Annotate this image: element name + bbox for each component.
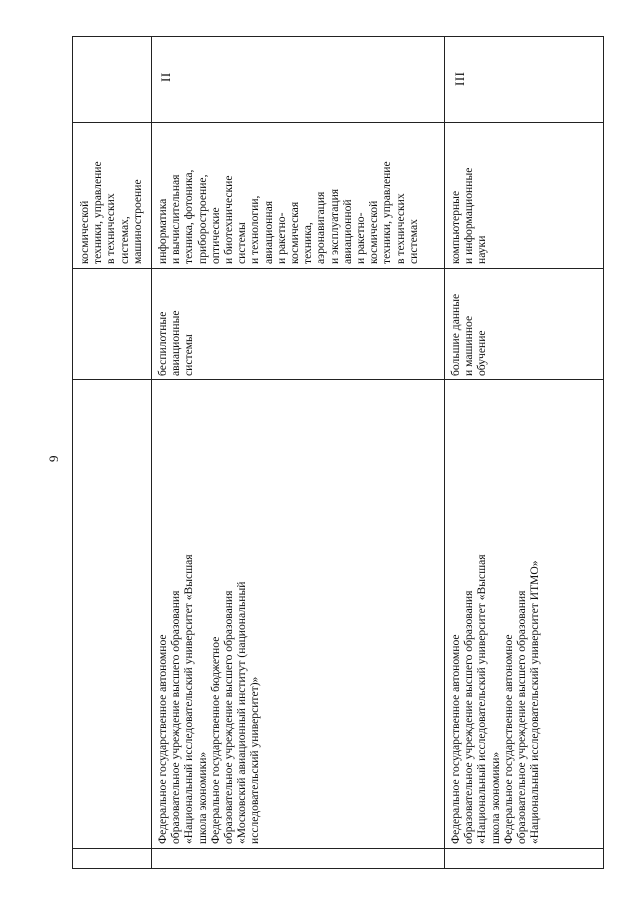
row-3-field-line: компьютерные — [449, 190, 462, 264]
row-2-field-line: и вычислительная — [169, 174, 183, 264]
direction-line: системы — [182, 334, 196, 376]
organization-line: Федеральное государственное автономное — [501, 634, 515, 844]
organization-line: исследовательский университет)» — [248, 676, 262, 844]
row-1-fields — [78, 161, 144, 264]
row-divider-2 — [444, 36, 445, 869]
row-2-fields — [156, 161, 420, 264]
direction-line: беспилотные — [156, 311, 169, 376]
page-number: 9 — [46, 455, 61, 462]
row-divider-1 — [151, 36, 152, 869]
direction-line: большие данные — [449, 293, 462, 376]
row-2-field-line: авиационная — [261, 200, 275, 264]
organization-line: «Национальный исследовательский университет ИТМО» — [528, 560, 542, 844]
row-2-field-line: оптические — [208, 207, 222, 264]
organization-line: Федеральное государственное автономное — [449, 634, 462, 844]
organization-line: образовательное учреждение высшего образования — [169, 590, 183, 844]
row-2-organizations — [156, 554, 262, 844]
row-2-field-line: приборостроение, — [195, 174, 209, 264]
organization-line: школа экономики» — [488, 751, 502, 844]
row-2-field-line: в технических — [393, 193, 407, 264]
row-2-field-line: информатика — [156, 198, 169, 264]
row-2-field-line: и эксплуатация — [327, 188, 341, 264]
row-1-field-line: техники, управление — [91, 161, 105, 264]
row-2-field-line: и технологии, — [248, 195, 262, 264]
row-3-field-line: и информационные — [462, 167, 476, 264]
row-2-direction — [156, 310, 196, 376]
organization-line: образовательное учреждение высшего образования — [515, 590, 529, 844]
row-2-field-line: космическая — [288, 201, 302, 264]
row-3-field-line: науки — [475, 235, 489, 264]
organization-line: «Национальный исследовательский университет «Высшая — [182, 554, 196, 844]
row-3-level: III — [452, 71, 467, 86]
row-1-field-line: космической — [78, 200, 91, 264]
row-2-field-line: техника, фотоника, — [182, 169, 196, 264]
table-left-border — [72, 36, 73, 869]
row-2-level: II — [158, 72, 173, 82]
row-2-field-line: техники, управление — [380, 161, 394, 264]
direction-line: и машинное — [462, 315, 476, 376]
row-2-field-line: и ракетно- — [274, 212, 288, 264]
organization-line: школа экономики» — [195, 751, 209, 844]
row-1-field-line: системах, — [117, 216, 131, 264]
row-2-field-line: авиационной — [340, 199, 354, 264]
row-1-field-line: машиностроение — [130, 179, 144, 264]
row-2-field-line: системах — [406, 219, 420, 264]
organization-line: «Национальный исследовательский университет «Высшая — [475, 554, 489, 844]
organization-line: Федеральное государственное бюджетное — [208, 636, 222, 844]
row-2-field-line: техника, — [301, 222, 315, 264]
row-2-field-line: космической — [367, 200, 381, 264]
direction-line: обучение — [475, 330, 489, 376]
row-3-direction — [449, 294, 489, 376]
row-2-field-line: и биотехнические — [222, 175, 236, 264]
row-2-field-line: аэронавигация — [314, 191, 328, 264]
organization-line: Федеральное государственное автономное — [156, 634, 169, 844]
row-3-organizations — [449, 554, 541, 844]
row-1-field-line: в технических — [104, 193, 118, 264]
table-right-border — [603, 36, 604, 869]
row-2-field-line: системы — [235, 222, 249, 264]
row-2-field-line: и ракетно- — [354, 212, 368, 264]
organization-line: образовательное учреждение высшего образования — [462, 590, 476, 844]
row-3-fields — [449, 168, 489, 264]
organization-line: образовательное учреждение высшего образования — [222, 590, 236, 844]
direction-line: авиационные — [169, 310, 183, 376]
organization-line: «Московский авиационный институт (национальный — [235, 581, 249, 844]
